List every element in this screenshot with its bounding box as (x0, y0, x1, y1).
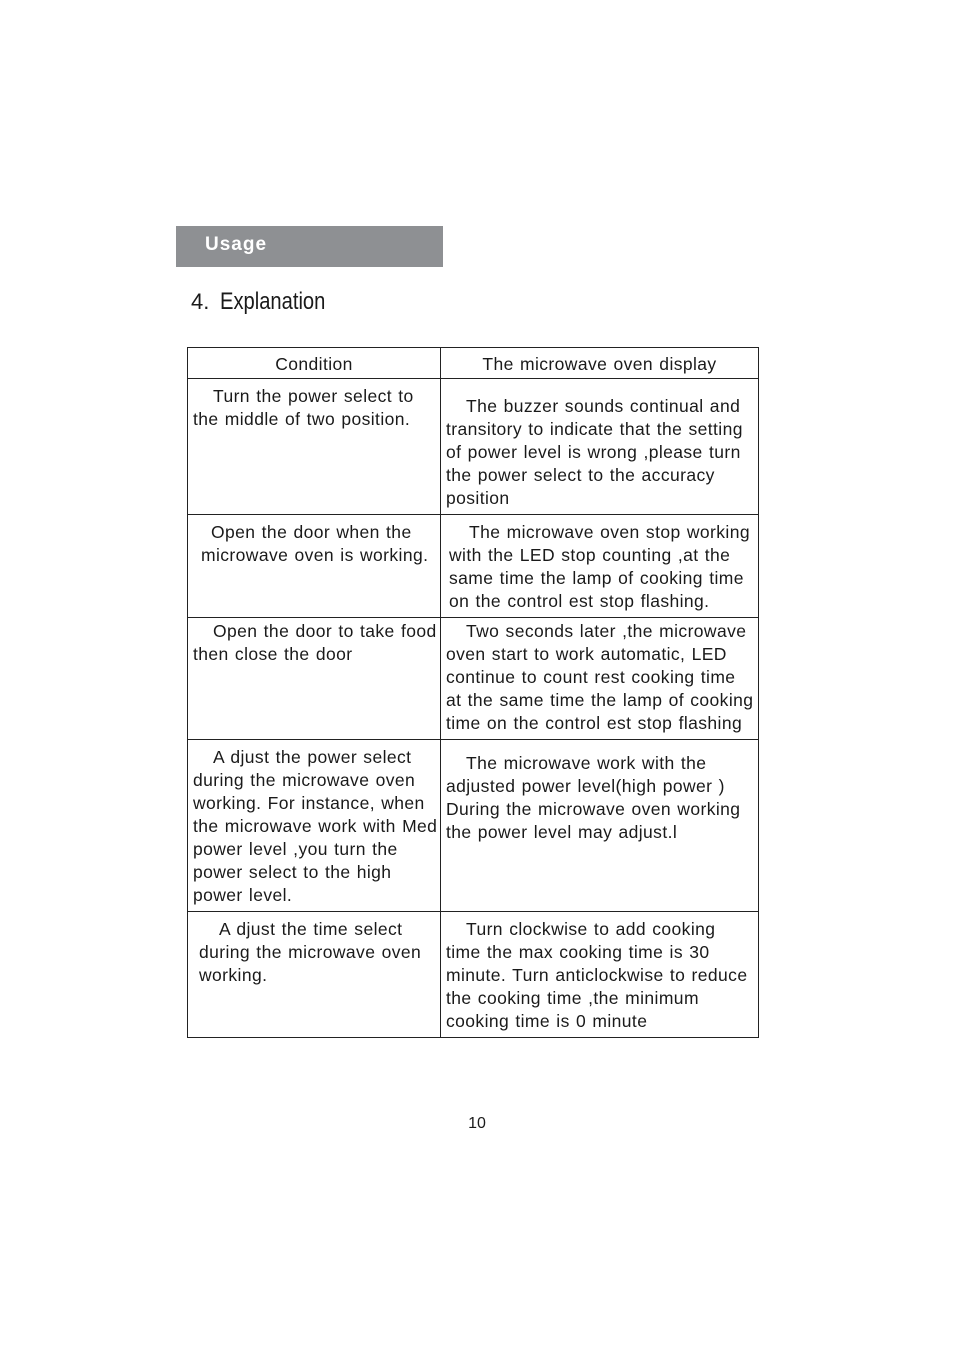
page-number: 10 (468, 1115, 486, 1132)
condition-cell (188, 618, 441, 740)
condition-cell (188, 740, 441, 912)
display-cell (441, 912, 759, 1038)
display-text: The microwave oven stop working with the LED stop counting ,at the same time the lamp of cooking time on the control est stop flashing. (449, 522, 750, 611)
condition-text: Open the door when the microwave oven is working. (201, 522, 429, 565)
heading-number: 4. (191, 289, 210, 314)
condition-cell (188, 912, 441, 1038)
condition-cell (188, 515, 441, 618)
display-text: The buzzer sounds continual and transitory to indicate that the setting of power level is wrong ,please turn the power select to the accuracy position (446, 396, 743, 508)
display-cell (441, 515, 759, 618)
column-header-condition: Condition (188, 348, 441, 379)
condition-text: Open the door to take food then close the door (193, 621, 437, 664)
column-header-display: The microwave oven display (441, 348, 759, 379)
condition-text: Turn the power select to the middle of two position. (193, 386, 414, 429)
condition-cell (188, 379, 441, 515)
display-text: Two seconds later ,the microwave oven start to work automatic, LED continue to count rest cooking time at the same time the lamp of cooking time on the control est stop flashing (446, 621, 754, 733)
display-cell (441, 379, 759, 515)
table-header-row (188, 348, 759, 379)
heading-title: Explanation (219, 288, 326, 315)
display-cell (441, 740, 759, 912)
condition-text: A djust the time select during the microwave oven working. (199, 919, 422, 985)
explanation-table (187, 347, 759, 1038)
table-row (188, 912, 759, 1038)
condition-text: A djust the power select during the microwave oven working. For instance, when the microwave work with Med power level ,you turn the power select to the high power level. (193, 747, 438, 905)
section-title: Usage (205, 234, 268, 255)
display-text: The microwave work with the adjusted power level(high power ) During the microwave oven working the power level may adjust.l (446, 753, 741, 842)
display-cell (441, 618, 759, 740)
table-row (188, 618, 759, 740)
page-heading (191, 288, 345, 316)
section-header-bar (176, 226, 443, 267)
table-row (188, 740, 759, 912)
display-text: Turn clockwise to add cooking time the max cooking time is 30 minute. Turn anticlockwise to reduce the cooking time ,the minimum cooking time is 0 minute (446, 919, 748, 1031)
table-row (188, 379, 759, 515)
table-row (188, 515, 759, 618)
